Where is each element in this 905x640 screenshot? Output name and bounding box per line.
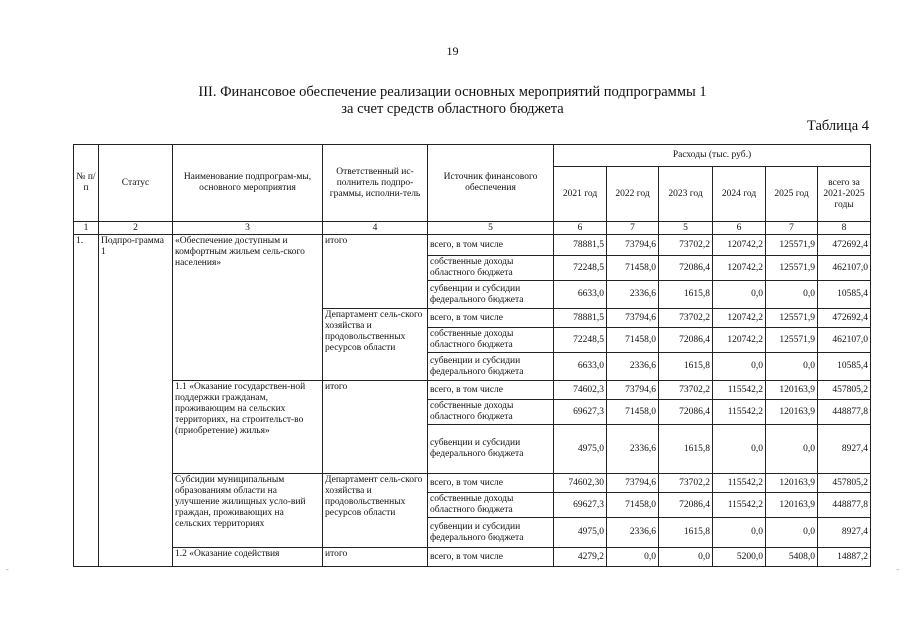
value-cell: 457805,2	[818, 381, 871, 400]
value-cell: 73794,6	[607, 235, 659, 256]
title-line-1: III. Финансовое обеспечение реализации основных мероприятий подпрограммы 1	[198, 84, 707, 100]
row-executor-itogo: итого	[323, 235, 428, 309]
value-cell: 120163,9	[766, 381, 818, 400]
value-cell: 448877,8	[818, 400, 871, 425]
value-cell: 1615,8	[659, 353, 713, 381]
value-cell: 69627,3	[554, 400, 607, 425]
value-cell: 2336,6	[607, 353, 659, 381]
value-cell: 72086,4	[659, 400, 713, 425]
value-cell: 78881,5	[554, 235, 607, 256]
title-line-2: за счет средств областного бюджета	[341, 101, 564, 117]
header-row-1	[74, 145, 871, 167]
value-cell: 2336,6	[607, 281, 659, 309]
header-2022: 2022 год	[607, 167, 659, 222]
document-title	[0, 84, 905, 118]
value-cell: 73794,6	[607, 381, 659, 400]
margin-mark-left: -	[6, 565, 9, 574]
colnum: 7	[766, 222, 818, 235]
header-executor: Ответственный ис-полнитель подпро-граммы, исполни-тель	[323, 145, 428, 222]
value-cell: 472692,4	[818, 309, 871, 328]
value-cell: 71458,0	[607, 328, 659, 353]
value-cell: 74602,30	[554, 474, 607, 493]
value-cell: 125571,9	[766, 309, 818, 328]
value-cell: 71458,0	[607, 400, 659, 425]
value-cell: 115542,2	[713, 400, 766, 425]
value-cell: 0,0	[713, 281, 766, 309]
value-cell: 4279,2	[554, 548, 607, 567]
value-cell: 69627,3	[554, 493, 607, 518]
value-cell: 4975,0	[554, 518, 607, 548]
row-name-subprogram: «Обеспечение доступным и комфортным жильем сель-ского населения»	[173, 235, 323, 381]
table-row	[74, 381, 871, 400]
row-source: собственные доходы областного бюджета	[428, 256, 554, 281]
value-cell: 125571,9	[766, 328, 818, 353]
value-cell: 73702,2	[659, 381, 713, 400]
value-cell: 0,0	[713, 425, 766, 474]
colnum: 5	[428, 222, 554, 235]
header-num: № п/п	[74, 145, 99, 222]
header-2024: 2024 год	[713, 167, 766, 222]
row-number: 1.	[74, 235, 99, 567]
value-cell: 6633,0	[554, 353, 607, 381]
value-cell: 0,0	[713, 353, 766, 381]
value-cell: 72248,5	[554, 256, 607, 281]
value-cell: 14887,2	[818, 548, 871, 567]
value-cell: 78881,5	[554, 309, 607, 328]
header-source: Источник финансового обеспечения	[428, 145, 554, 222]
row-source: субвенции и субсидии федерального бюджета	[428, 518, 554, 548]
row-source: всего, в том числе	[428, 235, 554, 256]
table-row	[74, 548, 871, 567]
row-source: всего, в том числе	[428, 309, 554, 328]
header-2025: 2025 год	[766, 167, 818, 222]
row-executor-dept: Департамент сель-ского хозяйства и продовольственных ресурсов области	[323, 474, 428, 548]
margin-mark-right: -	[896, 565, 899, 574]
value-cell: 0,0	[766, 281, 818, 309]
row-source: собственные доходы областного бюджета	[428, 328, 554, 353]
value-cell: 120742,2	[713, 235, 766, 256]
row-name-measure-1-2: 1.2 «Оказание содействия	[173, 548, 323, 567]
row-executor-dept: Департамент сель-ского хозяйства и продовольственных ресурсов области	[323, 309, 428, 381]
header-name: Наименование подпрограм-мы, основного мероприятия	[173, 145, 323, 222]
value-cell: 125571,9	[766, 235, 818, 256]
header-status: Статус	[99, 145, 173, 222]
value-cell: 115542,2	[713, 493, 766, 518]
value-cell: 1615,8	[659, 281, 713, 309]
value-cell: 71458,0	[607, 493, 659, 518]
value-cell: 120742,2	[713, 309, 766, 328]
value-cell: 10585,4	[818, 281, 871, 309]
colnum: 7	[607, 222, 659, 235]
value-cell: 74602,3	[554, 381, 607, 400]
value-cell: 71458,0	[607, 256, 659, 281]
value-cell: 0,0	[659, 548, 713, 567]
row-source: субвенции и субсидии федерального бюджета	[428, 353, 554, 381]
row-name-measure-1-1: 1.1 «Оказание государствен-ной поддержки гражданам, проживающим на сельских территориях, на строительст-во (приобретение) жилья»	[173, 381, 323, 474]
table-caption: Таблица 4	[806, 118, 869, 134]
colnum: 2	[99, 222, 173, 235]
colnum: 6	[713, 222, 766, 235]
value-cell: 2336,6	[607, 518, 659, 548]
value-cell: 0,0	[766, 425, 818, 474]
value-cell: 0,0	[607, 548, 659, 567]
value-cell: 4975,0	[554, 425, 607, 474]
value-cell: 457805,2	[818, 474, 871, 493]
row-source: собственные доходы областного бюджета	[428, 493, 554, 518]
financing-table	[73, 144, 871, 567]
value-cell: 0,0	[766, 353, 818, 381]
colnum: 5	[659, 222, 713, 235]
header-expenses: Расходы (тыс. руб.)	[554, 145, 871, 167]
value-cell: 120742,2	[713, 328, 766, 353]
value-cell: 0,0	[766, 518, 818, 548]
value-cell: 125571,9	[766, 256, 818, 281]
value-cell: 5200,0	[713, 548, 766, 567]
value-cell: 73702,2	[659, 235, 713, 256]
header-total: всего за 2021-2025 годы	[818, 167, 871, 222]
value-cell: 5408,0	[766, 548, 818, 567]
colnum: 6	[554, 222, 607, 235]
row-source: всего, в том числе	[428, 548, 554, 567]
row-source: всего, в том числе	[428, 474, 554, 493]
value-cell: 73702,2	[659, 309, 713, 328]
value-cell: 73794,6	[607, 474, 659, 493]
value-cell: 462107,0	[818, 256, 871, 281]
table-row	[74, 235, 871, 256]
header-2021: 2021 год	[554, 167, 607, 222]
value-cell: 120163,9	[766, 400, 818, 425]
header-2023: 2023 год	[659, 167, 713, 222]
value-cell: 1615,8	[659, 518, 713, 548]
value-cell: 8927,4	[818, 425, 871, 474]
value-cell: 120163,9	[766, 493, 818, 518]
value-cell: 72086,4	[659, 493, 713, 518]
value-cell: 2336,6	[607, 425, 659, 474]
value-cell: 472692,4	[818, 235, 871, 256]
value-cell: 120163,9	[766, 474, 818, 493]
value-cell: 72086,4	[659, 328, 713, 353]
value-cell: 73702,2	[659, 474, 713, 493]
value-cell: 72248,5	[554, 328, 607, 353]
row-executor-itogo: итого	[323, 381, 428, 474]
colnum: 1	[74, 222, 99, 235]
row-name-subsidies: Субсидии муниципальным образованиям области на улучшение жилищных усло-вий граждан, проживающих на сельских территориях	[173, 474, 323, 548]
value-cell: 120742,2	[713, 256, 766, 281]
colnum: 3	[173, 222, 323, 235]
value-cell: 72086,4	[659, 256, 713, 281]
value-cell: 1615,8	[659, 425, 713, 474]
value-cell: 6633,0	[554, 281, 607, 309]
colnum: 4	[323, 222, 428, 235]
table-row	[74, 474, 871, 493]
value-cell: 10585,4	[818, 353, 871, 381]
page-number: 19	[446, 44, 459, 58]
value-cell: 462107,0	[818, 328, 871, 353]
row-status: Подпро-грамма 1	[99, 235, 173, 567]
value-cell: 73794,6	[607, 309, 659, 328]
row-source: субвенции и субсидии федерального бюджета	[428, 281, 554, 309]
row-source: субвенции и субсидии федерального бюджета	[428, 425, 554, 474]
row-source: всего, в том числе	[428, 381, 554, 400]
row-source: собственные доходы областного бюджета	[428, 400, 554, 425]
value-cell: 448877,8	[818, 493, 871, 518]
row-executor-itogo: итого	[323, 548, 428, 567]
value-cell: 115542,2	[713, 381, 766, 400]
column-number-row	[74, 222, 871, 235]
value-cell: 8927,4	[818, 518, 871, 548]
value-cell: 115542,2	[713, 474, 766, 493]
colnum: 8	[818, 222, 871, 235]
value-cell: 0,0	[713, 518, 766, 548]
